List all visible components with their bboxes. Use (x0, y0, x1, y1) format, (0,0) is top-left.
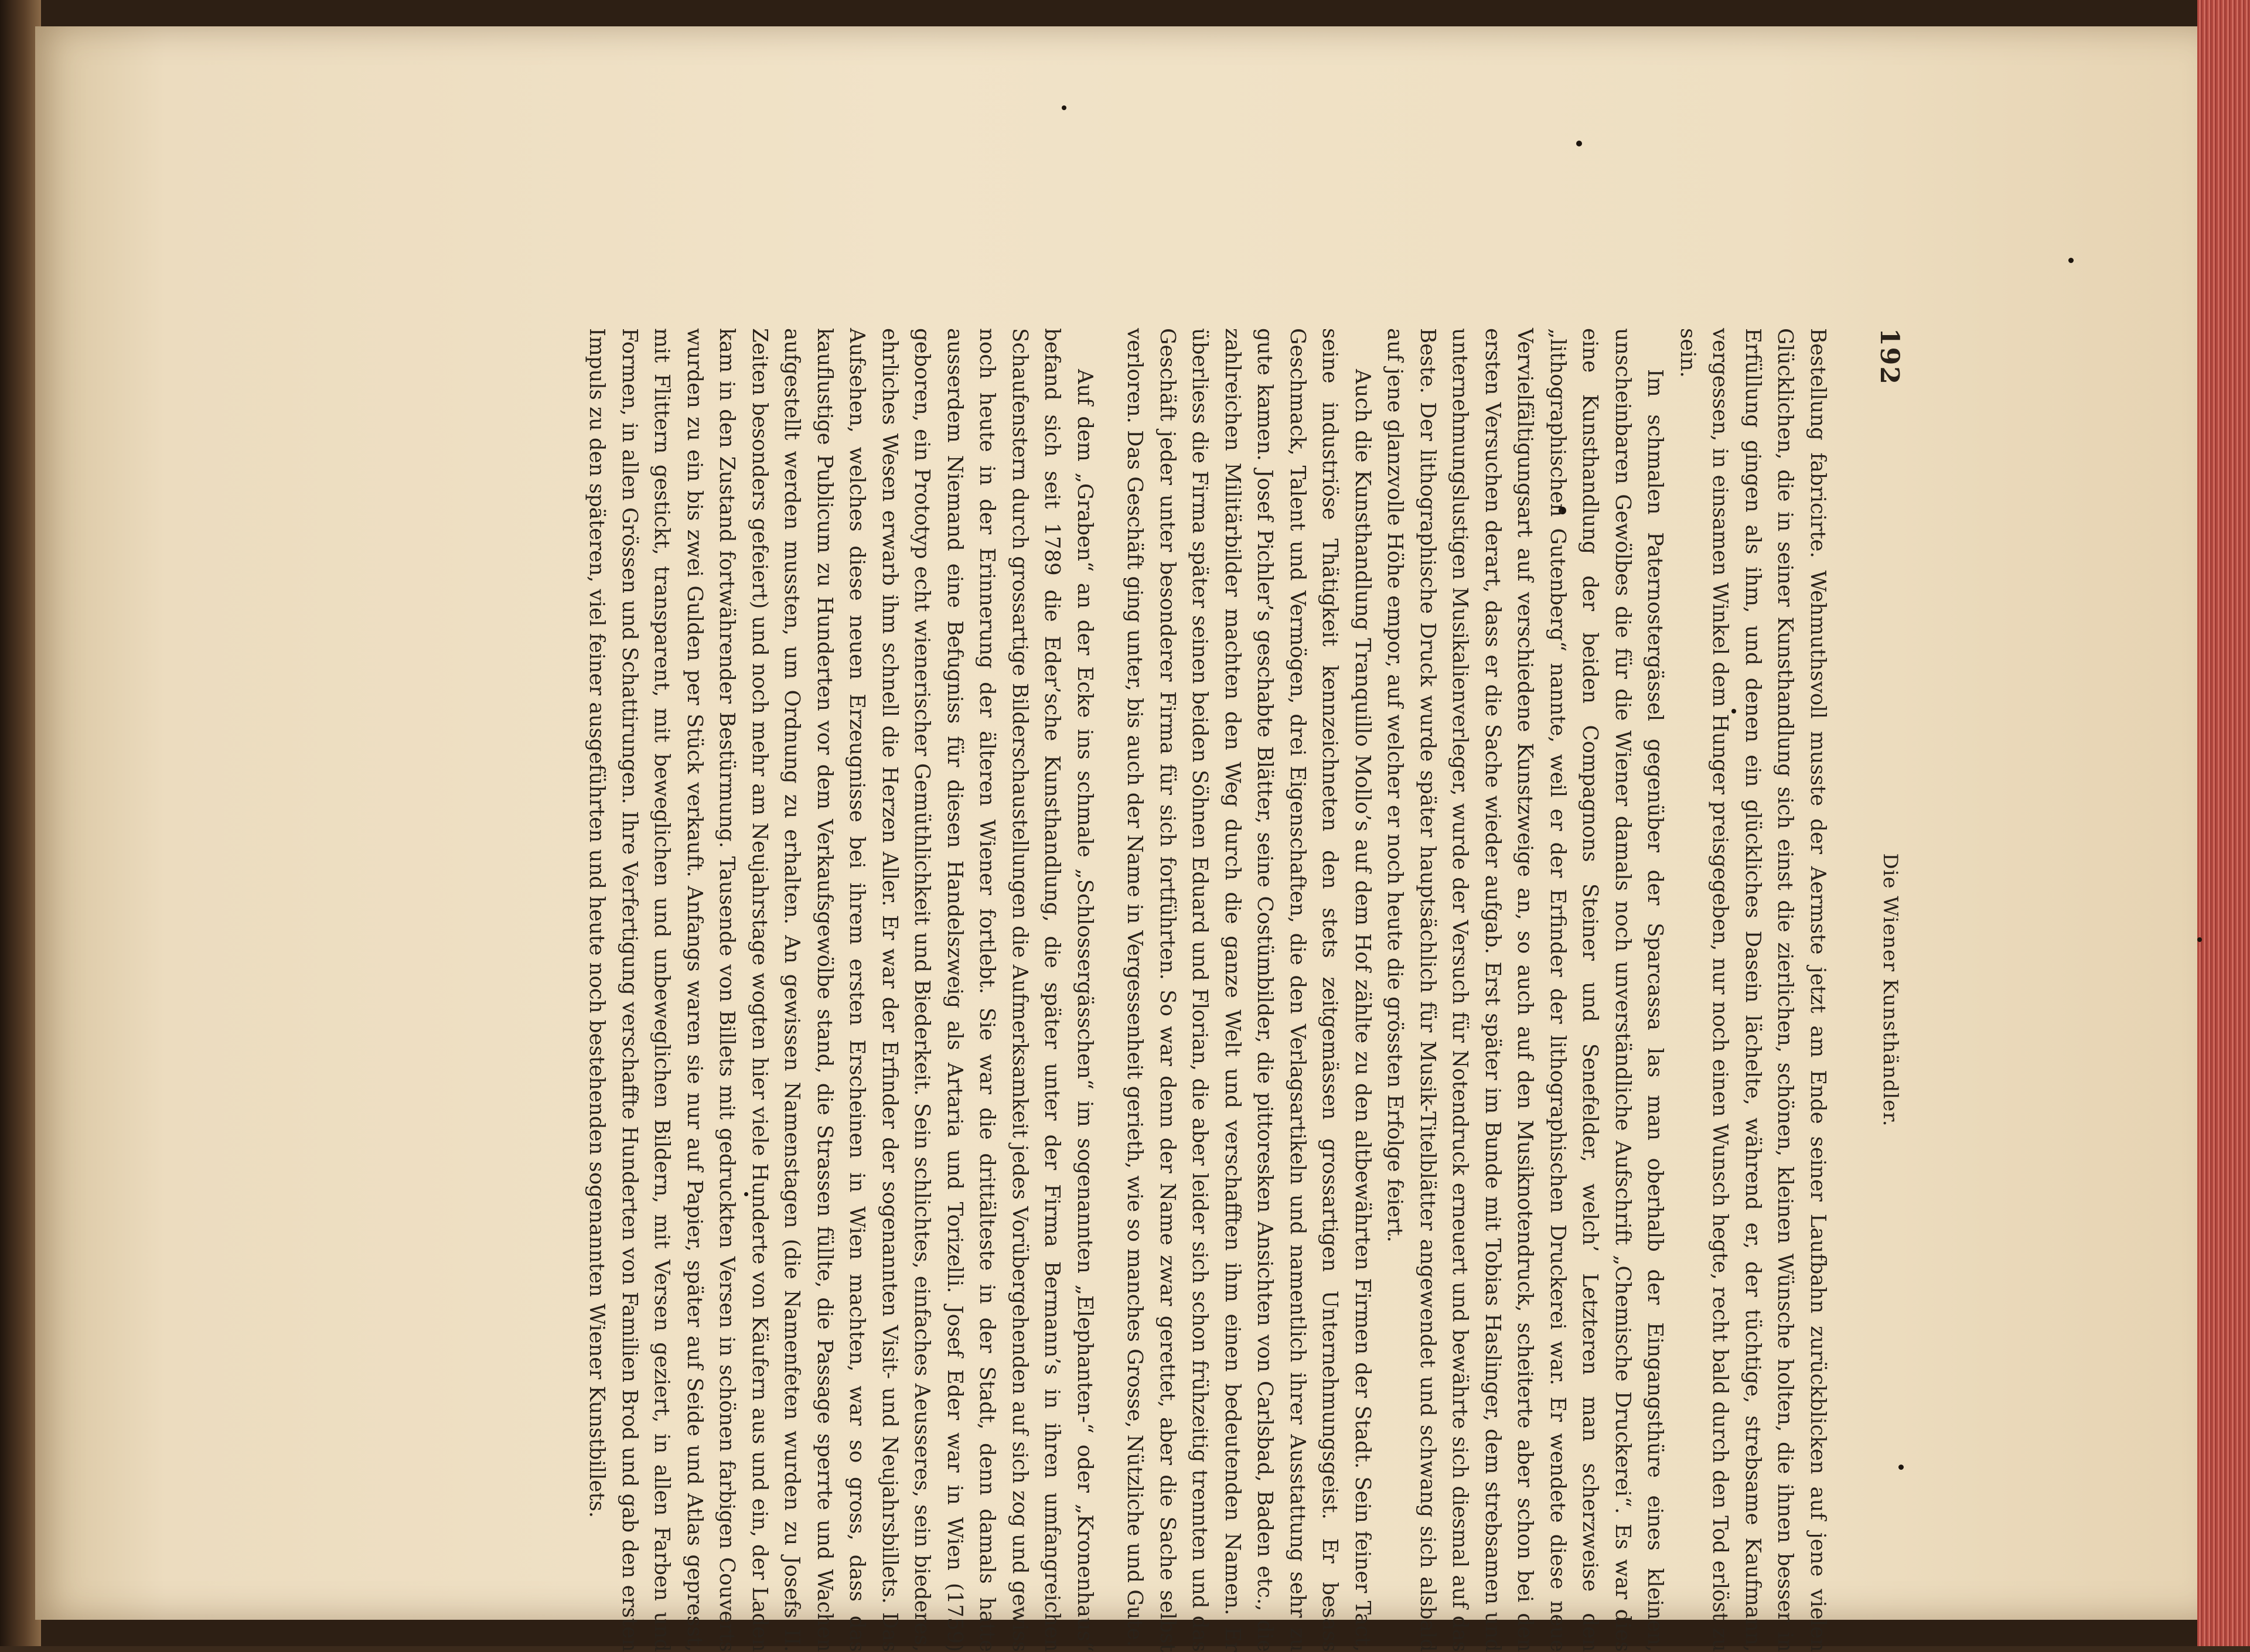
page-body (581, 328, 1834, 1652)
paragraph: Auf dem „Graben“ an der Ecke ins schmale „Schlossergässchen“ im sogenannten „Elephanten-“ oder „Kronenhaus“ befand sich seit 1789 die Eder’sche Kunsthandlung, die später unter der Firma Bermann’s in ihren umfangreichen Schaufenstern durch grossartige Bilderschaustellungen die Aufmerksamkeit jedes Vorübergehenden auf sich zog und gewiss noch heute in der Erinnerung der älteren Wiener fortlebt. Sie war die drittälteste in der Stadt, denn damals hatte ausserdem Niemand eine Befugniss für diesen Handelszweig als Artaria und Torizelli. Josef Eder war in Wien (1759) geboren, ein Prototyp echt wienerischer Gemüthlichkeit und Biederkeit. Sein schlichtes, einfaches Aeusseres, sein biederes, ehrliches Wesen erwarb ihm schnell die Herzen Aller. Er war der Erfinder der sogenannten Visit- und Neujahrsbillets. Das Aufsehen, welches diese neuen Erzeugnisse bei ihrem ersten Erscheinen in Wien machten, war so gross, dass das kauflustige Publicum zu Hunderten vor dem Verkaufsgewölbe stand, die Strassen füllte, die Passage sperrte und Wachen aufgestellt werden mussten, um Ordnung zu erhalten. An gewissen Namenstagen (die Namenfeten wurden zu Josefs II. Zeiten besonders gefeiert) und noch mehr am Neujahrstage wogten hier viele Hunderte von Käufern aus und ein, der Laden kam in den Zustand fortwährender Bestürmung. Tausende von Billets mit gedruckten Versen in schönen farbigen Couverts wurden zu ein bis zwei Gulden per Stück verkauft. Anfangs waren sie nur auf Papier, später auf Seide und Atlas gepresst, mit Flittern gestickt, transparent, mit beweglichen und unbeweglichen Bildern, mit Versen geziert, in allen Farben und Formen, in allen Grössen und Schattirungen. Ihre Verfertigung verschaffte Hunderten von Familien Brod und gab den ersten Impuls zu den späteren, viel feiner ausgeführten und heute noch bestehenden sogenannten Wiener Kunstbillets. (585, 328, 1097, 1652)
paper-speck (1062, 105, 1066, 110)
paragraph: Im schmalen Paternostergässel gegenüber der Sparcassa las man oberhalb der Eingangsthüre eines kleinen, unscheinbaren Gewölbes die für die Wiener damals noch unverständliche Aufschrift „Chemische Druckerei“. Es war dies eine Kunsthandlung der beiden Compagnons Steiner und Senefelder, welch’ Letzteren man scherzweise den „lithographischen Gutenberg“ nannte, weil er der Erfinder der lithographischen Druckerei war. Er wendete diese neue Vervielfältigungsart auf verschiedene Kunstzweige an, so auch auf den Musiknotendruck, scheiterte aber schon bei den ersten Versuchen derart, dass er die Sache wieder aufgab. Erst später im Bunde mit Tobias Haslinger, dem strebsamen und unternehmungslustigen Musikalienverleger, wurde der Versuch für Notendruck erneuert und bewährte sich diesmal auf das Beste. Der lithographische Druck wurde später hauptsächlich für Musik-Titelblätter angewendet und schwang sich alsbald auf jene glanzvolle Höhe empor, auf welcher er noch heute die grössten Erfolge feiert. (1383, 328, 1668, 1652)
page-edge-red (2197, 0, 2250, 1646)
paper-speck (2068, 258, 2074, 263)
paper-speck (1576, 141, 1582, 146)
rotated-text-block (369, 328, 1904, 1652)
page-number: 192 (1874, 328, 1904, 385)
paragraph: Auch die Kunsthandlung Tranquillo Mollo’s auf dem Hof zählte zu den altbewährten Firmen der Stadt. Sein feiner Tact, seine industriöse Thätigkeit kennzeichneten den stets zeitgemässen grossartigen Unternehmungsgeist. Er besass Geschmack, Talent und Vermögen, drei Eigenschaften, die den Verlagsartikeln und namentlich ihrer Ausstattung sehr zu gute kamen. Josef Pichler’s geschabte Blätter, seine Costümbilder, die pittoresken Ansichten von Carlsbad, Baden etc., die zahlreichen Militärbilder machten den Weg durch die ganze Welt und verschafften ihm einen bedeutenden Namen. Er überliess die Firma später seinen beiden Söhnen Eduard und Florian, die aber leider sich schon frühzeitig trennten und das Geschäft jeder unter besonderer Firma für sich fortführten. So war denn der Name zwar gerettet, aber die Sache selbst verloren. Das Geschäft ging unter, bis auch der Name in Vergessenheit gerieth, wie so manches Grosse, Nützliche und Gute. (1123, 328, 1375, 1652)
paper-speck (2197, 937, 2202, 942)
paragraph: Bestellung fabricirte. Wehmuthsvoll musste der Aermste jetzt am Ende seiner Laufbahn zurückblicken auf jene vielen Glücklichen, die in seiner Kunsthandlung sich einst die zierlichen, schönen, kleinen Wünsche holten, die ihnen besser in Erfüllung gingen als ihm, und denen ein glückliches Dasein lächelte, während er, der tüchtige, strebsame Kaufmann, vergessen, in einsamen Winkel dem Hunger preisgegeben, nur noch einen Wunsch hegte, recht bald durch den Tod erlöst zu sein. (1676, 328, 1830, 1652)
running-head: Die Wiener Kunsthändler. (1879, 853, 1902, 1127)
page-header (1852, 328, 1904, 1652)
book-edge-top (41, 0, 2197, 29)
